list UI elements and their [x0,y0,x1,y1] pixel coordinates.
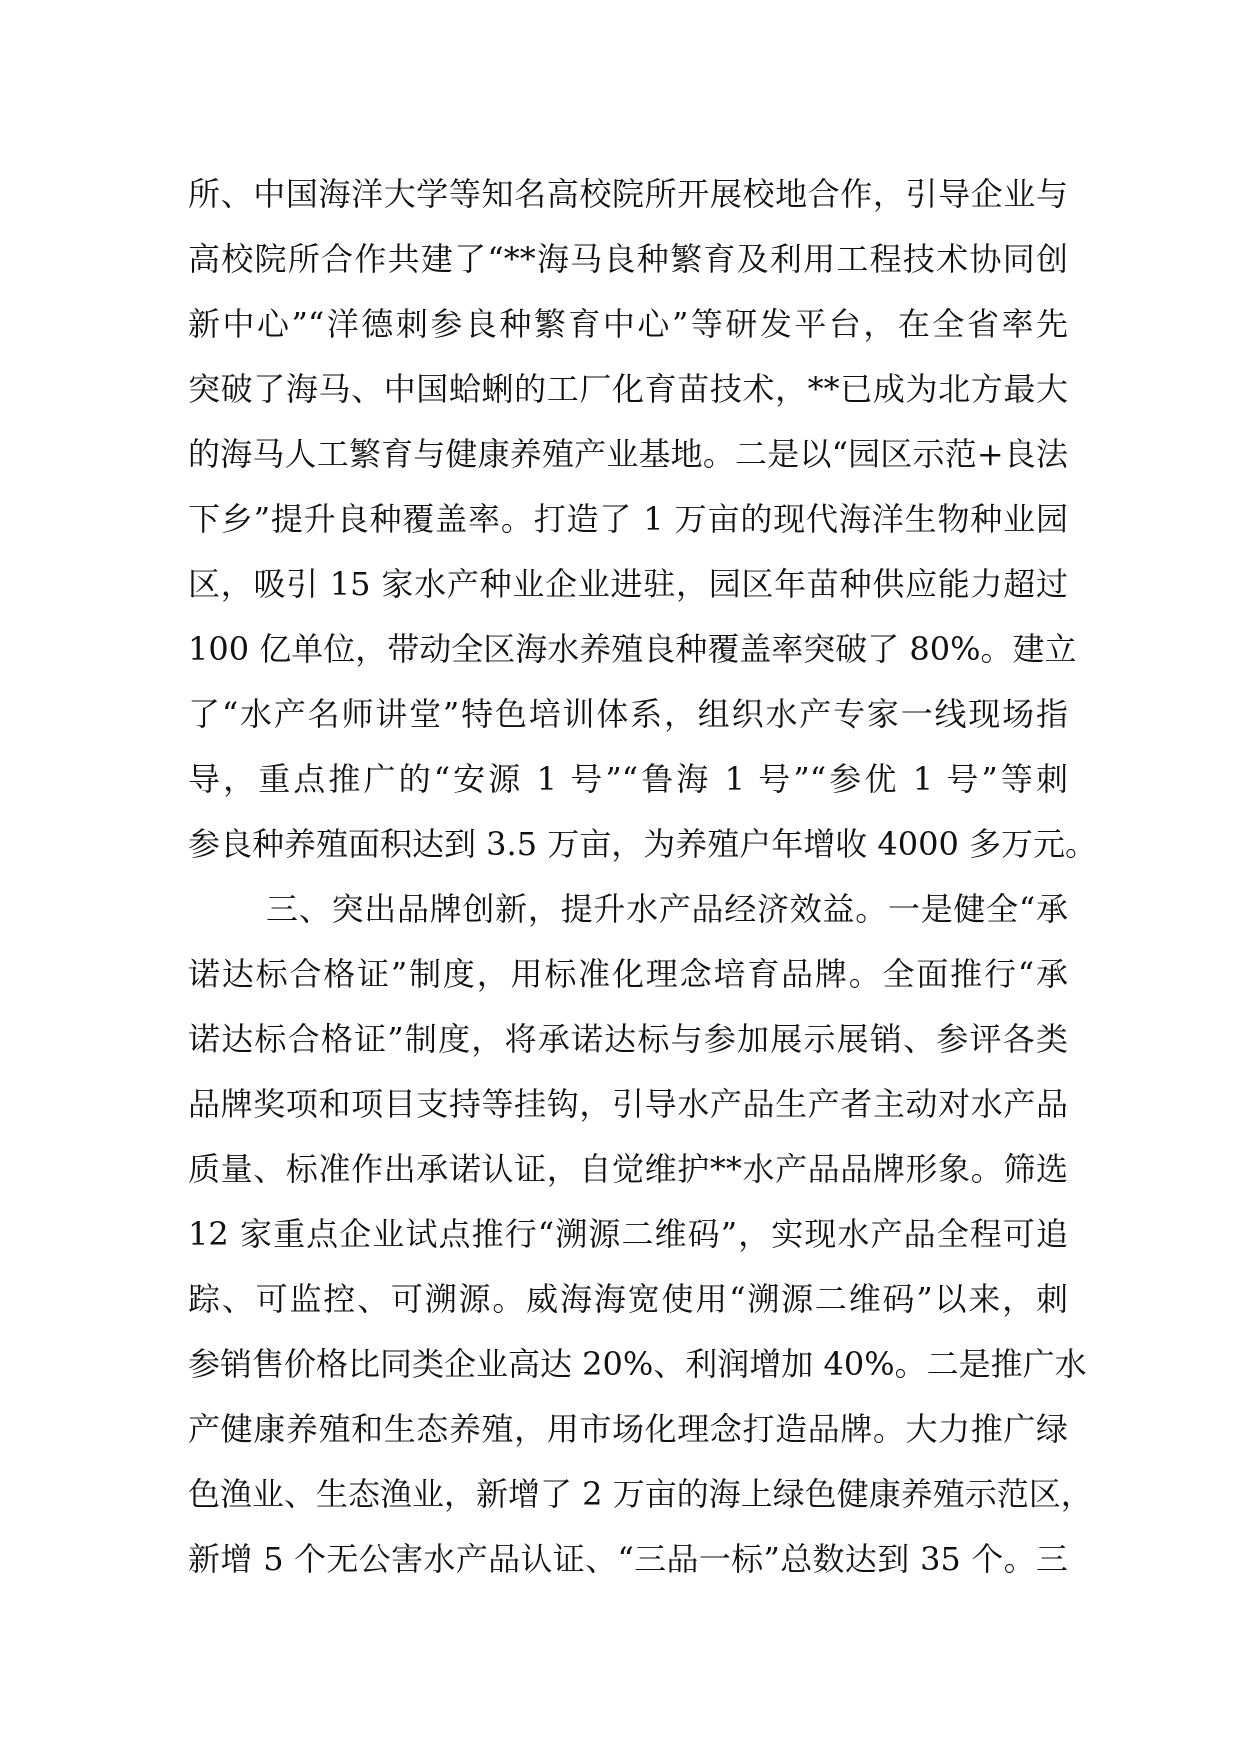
text-line: 产健康养殖和生态养殖，用市场化理念打造品牌。大力推广绿 [188,1410,1068,1448]
text-line: 12 家重点企业试点推行“溯源二维码”，实现水产品全程可追 [188,1215,1068,1253]
text-line: 高校院所合作共建了“**海马良种繁育及利用工程技术协同创 [188,240,1068,278]
text-line: 诺达标合格证”制度，用标准化理念培育品牌。全面推行“承 [188,955,1068,993]
text-line: 所、中国海洋大学等知名高校院所开展校地合作，引导企业与 [188,175,1068,213]
text-line: 色渔业、生态渔业，新增了 2 万亩的海上绿色健康养殖示范区， [188,1475,1093,1513]
section-heading-line: 三、突出品牌创新，提升水产品经济效益。一是健全“承 [266,890,1068,928]
text-line: 的海马人工繁育与健康养殖产业基地。二是以“园区示范+良法 [188,435,1068,473]
text-line: 踪、可监控、可溯源。威海海宽使用“溯源二维码”以来，刺 [188,1280,1068,1318]
body-text [188,162,1098,1592]
text-line: 了“水产名师讲堂”特色培训体系，组织水产专家一线现场指 [188,695,1068,733]
text-line: 参销售价格比同类企业高达 20%、利润增加 40%。二是推广水 [188,1345,1087,1383]
text-line: 下乡”提升良种覆盖率。打造了 1 万亩的现代海洋生物种业园 [188,500,1068,538]
text-line: 新中心”“洋德刺参良种繁育中心”等研发平台，在全省率先 [188,305,1068,343]
text-line: 导，重点推广的“安源 1 号”“鲁海 1 号”“参优 1 号”等刺 [188,760,1068,798]
text-line: 突破了海马、中国蛤蜊的工厂化育苗技术，**已成为北方最大 [188,370,1068,408]
text-line: 诺达标合格证”制度，将承诺达标与参加展示展销、参评各类 [188,1020,1068,1058]
text-line: 新增 5 个无公害水产品认证、“三品一标”总数达到 35 个。三 [188,1540,1068,1578]
text-line: 品牌奖项和项目支持等挂钩，引导水产品生产者主动对水产品 [188,1085,1068,1123]
paragraph-last-line: 参良种养殖面积达到 3.5 万亩，为养殖户年增收 4000 多万元。 [188,825,1098,863]
text-line: 100 亿单位，带动全区海水养殖良种覆盖率突破了 80%。建立 [188,630,1077,668]
text-line: 区，吸引 15 家水产种业企业进驻，园区年苗种供应能力超过 [188,565,1068,603]
text-line: 质量、标准作出承诺认证，自觉维护**水产品品牌形象。筛选 [188,1150,1068,1188]
